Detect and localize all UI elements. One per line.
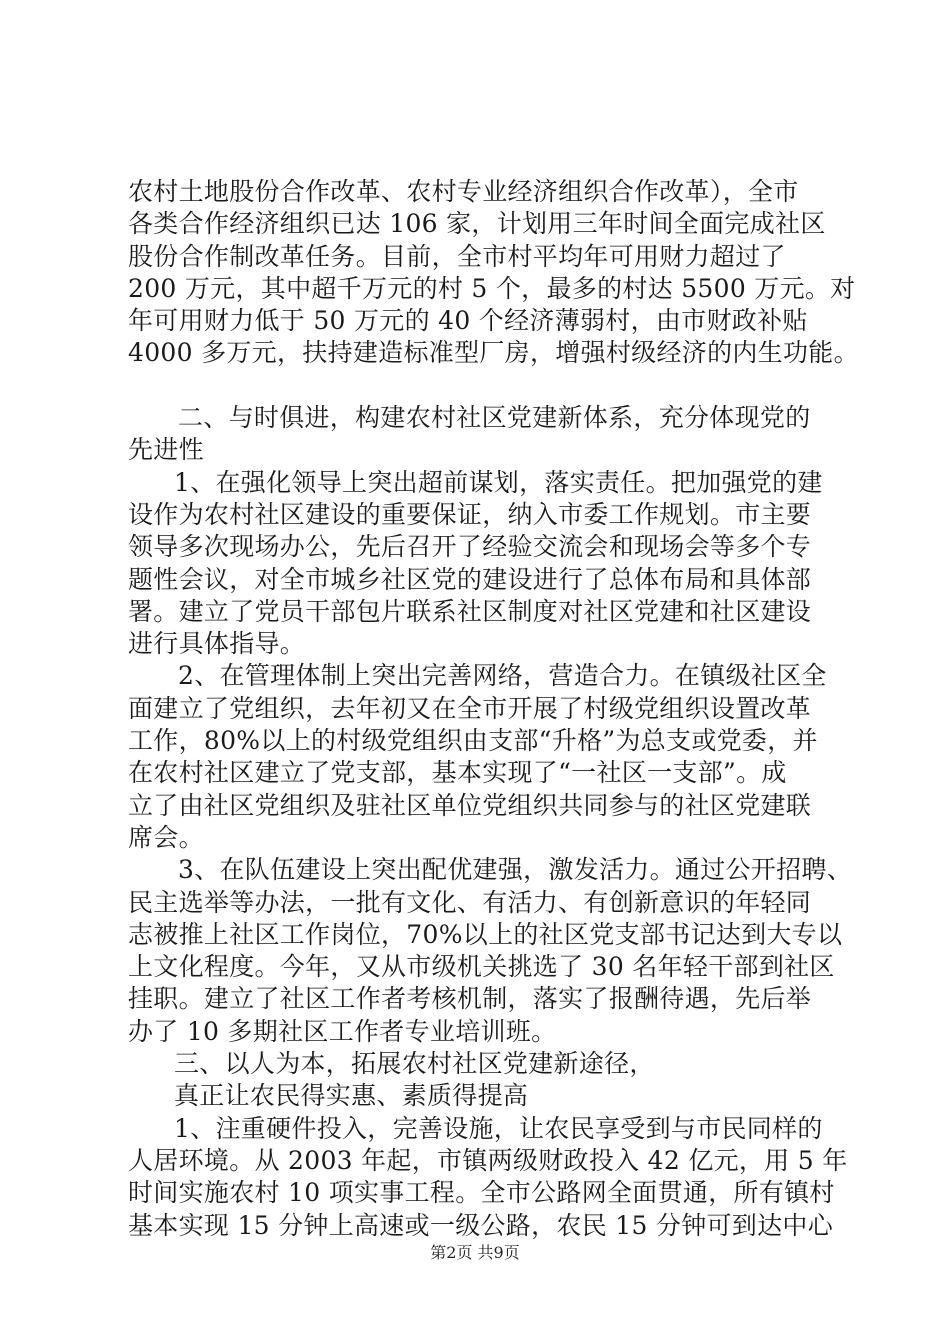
text-line: 工作，80%以上的村级党组织由支部“升格”为总支或党委，并 [128, 726, 818, 756]
text-line: 领导多次现场办公，先后召开了经验交流会和现场会等多个专 [128, 532, 812, 562]
text-line: 署。建立了党员干部包片联系社区制度对社区党建和社区建设 [128, 596, 812, 626]
text-line: 农村土地股份合作改革、农村专业经济组织合作改革），全市 [128, 177, 799, 206]
section-heading-continued: 真正让农民得实惠、素质得提高 [174, 1081, 529, 1111]
document-body [128, 176, 859, 1242]
text-line: 上文化程度。今年，又从市级机关挑选了 30 名年轻干部到社区 [128, 952, 835, 982]
text-line: 民主选举等办法，一批有文化、有活力、有创新意识的年轻同 [128, 887, 812, 917]
text-line: 立了由社区党组织及驻社区单位党组织共同参与的社区党建联 [128, 790, 812, 820]
text-line: 题性会议，对全市城乡社区党的建设进行了总体布局和具体部 [128, 564, 812, 594]
text-line: 各类合作经济组织已达 106 家，计划用三年时间全面完成社区 [128, 209, 826, 239]
text-line: 志被推上社区工作岗位，70%以上的社区党支部书记达到大专以 [128, 919, 843, 949]
text-line: 股份合作制改革任务。目前，全市村平均年可用财力超过了 [128, 241, 786, 271]
paragraph-start: 1、在强化领导上突出超前谋划，落实责任。把加强党的建 [174, 467, 823, 497]
paragraph-start: 3、在队伍建设上突出配优建强，激发活力。通过公开招聘、 [178, 855, 853, 885]
text-line: 挂职。建立了社区工作者考核机制，落实了报酬待遇，先后举 [128, 984, 812, 1014]
page-number-label: 第2页 共9页 [430, 1243, 520, 1262]
text-line: 席会。 [128, 822, 204, 852]
text-line: 人居环境。从 2003 年起，市镇两级财政投入 42 亿元，用 5 年 [128, 1145, 848, 1175]
text-line: 设作为农村社区建设的重要保证，纳入市委工作规划。市主要 [128, 499, 812, 529]
blank-line [128, 370, 828, 402]
text-line: 面建立了党组织，去年初又在全市开展了村级党组织设置改革 [128, 693, 812, 723]
text-line: 200 万元，其中超千万元的村 5 个，最多的村达 5500 万元。对 [128, 273, 856, 303]
text-line: 时间实施农村 10 项实事工程。全市公路网全面贯通，所有镇村 [128, 1178, 835, 1208]
page-footer [0, 1240, 950, 1263]
text-line: 进行具体指导。 [128, 629, 306, 659]
text-line: 基本实现 15 分钟上高速或一级公路，农民 15 分钟可到达中心 [128, 1210, 834, 1240]
text-line: 年可用财力低于 50 万元的 40 个经济薄弱村，由市财政补贴 [128, 306, 808, 336]
text-line: 办了 10 多期社区工作者专业培训班。 [128, 1016, 557, 1046]
section-heading: 三、以人为本，拓展农村社区党建新途径， [174, 1049, 655, 1079]
paragraph-start: 1、注重硬件投入，完善设施，让农民享受到与市民同样的 [174, 1113, 823, 1143]
text-line: 在农村社区建立了党支部，基本实现了“一社区一支部”。成 [128, 758, 787, 788]
paragraph-start: 2、在管理体制上突出完善网络，营造合力。在镇级社区全 [178, 661, 827, 691]
section-heading-continued: 先进性 [128, 435, 204, 465]
section-heading: 二、与时俱进，构建农村社区党建新体系，充分体现党的 [178, 403, 811, 433]
text-line: 4000 多万元，扶持建造标准型厂房，增强村级经济的内生功能。 [128, 338, 859, 368]
